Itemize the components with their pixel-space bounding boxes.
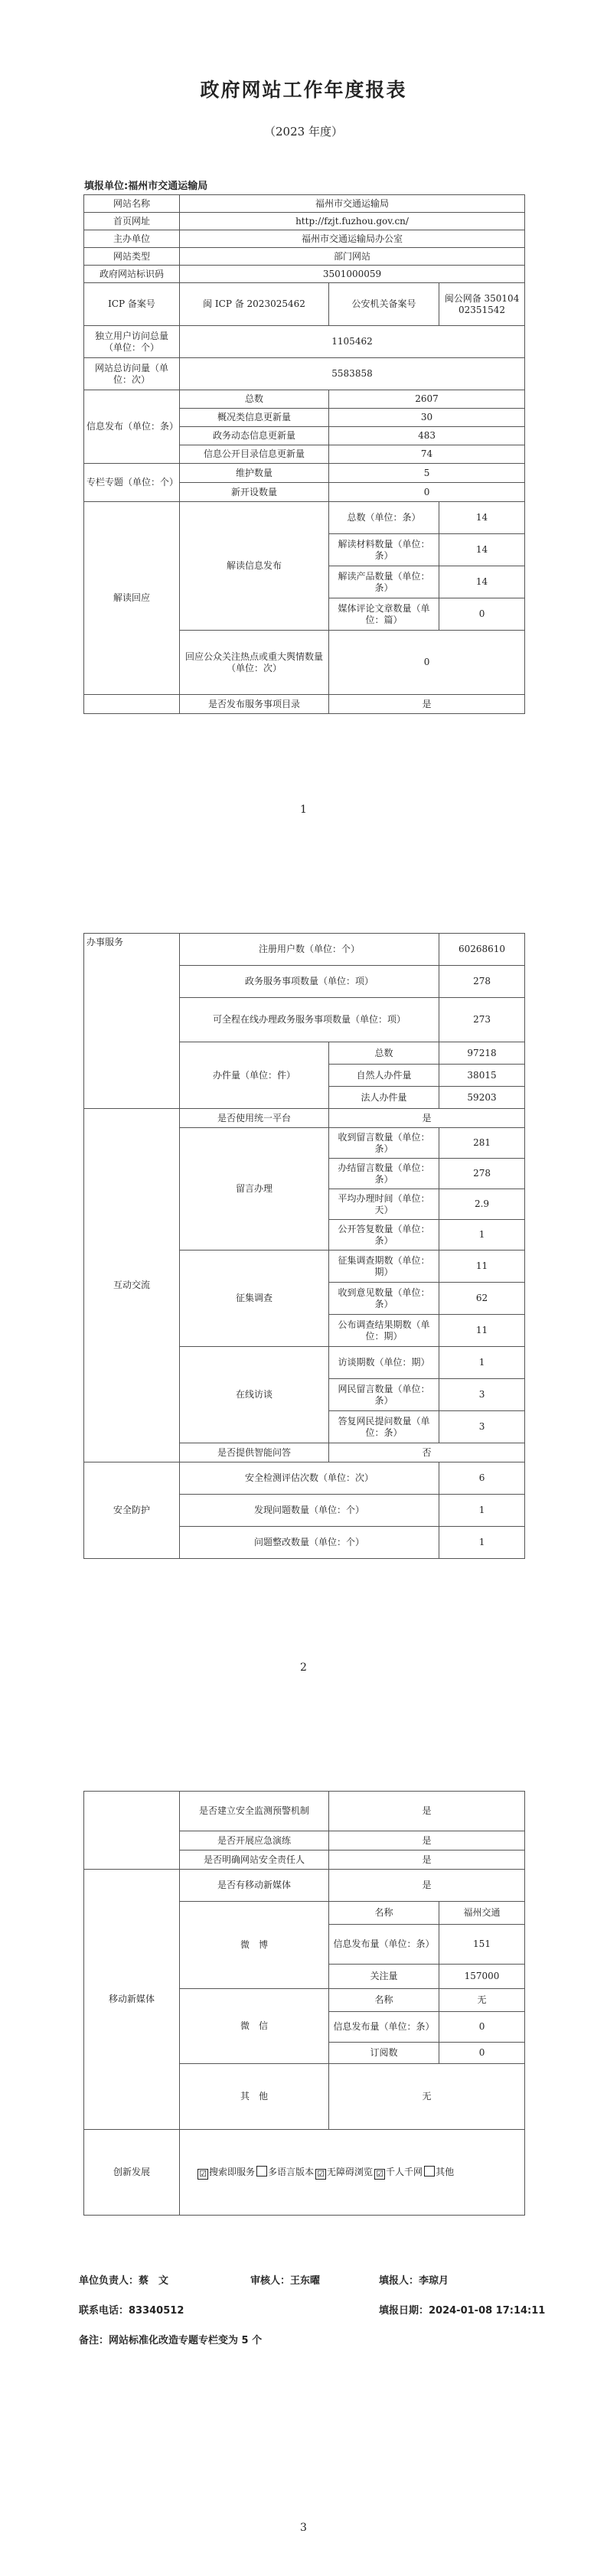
talk-q-label: 网民留言数量（单位：条）: [329, 1379, 439, 1411]
option-label: 千人千网: [386, 2166, 423, 2177]
report-table-1: [83, 194, 525, 714]
unit-head: 单位负责人：蔡 文: [79, 2275, 169, 2287]
wx-subs-label: 订阅数: [329, 2043, 439, 2064]
interp-total-value: 14: [439, 502, 525, 534]
pv-label: 网站总访问量（单位：次）: [84, 358, 180, 390]
interp-media-label: 媒体评论文章数量（单位：篇）: [329, 598, 439, 631]
reg-label: 注册用户数（单位：个）: [180, 934, 439, 966]
site-type-label: 网站类型: [84, 248, 180, 266]
wb-fans-label: 关注量: [329, 1965, 439, 1989]
checkbox-icon: ☑: [315, 2169, 326, 2180]
sec-eval-value: 6: [439, 1462, 525, 1495]
uv-value: 1105462: [180, 326, 525, 358]
drill-value: 是: [329, 1831, 525, 1850]
mobile-label: 移动新媒体: [84, 1870, 180, 2130]
wx-subs-value: 0: [439, 2043, 525, 2064]
info-overview-value: 30: [329, 409, 525, 427]
platform-value: 是: [329, 1109, 525, 1128]
talk-a-label: 答复网民提问数量（单位：条）: [329, 1411, 439, 1443]
table-row: [84, 248, 525, 266]
other-value: 无: [329, 2064, 525, 2130]
remark: 备注：网站标准化改造专题专栏变为 5 个: [79, 2335, 263, 2346]
icp-value: 闽 ICP 备 2023025462: [180, 283, 329, 326]
info-gov-label: 政务动态信息更新量: [180, 427, 329, 445]
svc-list-value: 是: [329, 695, 525, 714]
items-label: 政务服务事项数量（单位：项）: [180, 966, 439, 998]
reg-value: 60268610: [439, 934, 525, 966]
info-open-value: 74: [329, 445, 525, 464]
table-row: [84, 266, 525, 283]
survey-label: 征集调查: [180, 1251, 329, 1347]
svc-list-label: 是否发布服务事项目录: [180, 695, 329, 714]
items-value: 278: [439, 966, 525, 998]
table-row: [84, 326, 525, 358]
contact-phone: 联系电话：83340512: [79, 2305, 184, 2317]
survey-res-value: 11: [439, 1315, 525, 1347]
site-type-value: 部门网站: [180, 248, 525, 266]
psb-label: 公安机关备案号: [329, 283, 439, 326]
msg-done-value: 278: [439, 1159, 525, 1189]
msg-pub-value: 1: [439, 1220, 525, 1251]
talk-n-value: 1: [439, 1347, 525, 1379]
home-url-label: 首页网址: [84, 213, 180, 230]
interp-total-label: 总数（单位：条）: [329, 502, 439, 534]
option-3[interactable]: [374, 2167, 423, 2180]
page-number-1: 1: [300, 804, 307, 816]
sponsor-label: 主办单位: [84, 230, 180, 248]
wb-name-label: 名称: [329, 1902, 439, 1925]
interp-media-value: 0: [439, 598, 525, 631]
fill-date: 填报日期：2024-01-08 17:14:11: [379, 2305, 546, 2317]
report-table-2: [83, 933, 525, 1559]
option-2[interactable]: [315, 2167, 373, 2180]
inter-label: 互动交流: [84, 1109, 180, 1462]
hot-value: 0: [329, 631, 525, 695]
filler: 填报人：李琼月: [379, 2275, 449, 2287]
sec-label: 安全防护: [84, 1462, 180, 1559]
wb-name-value: 福州交通: [439, 1902, 525, 1925]
topic-maint-value: 5: [329, 464, 525, 483]
wb-posts-value: 151: [439, 1925, 525, 1965]
table-row: [84, 230, 525, 248]
handle-person-value: 38015: [439, 1065, 525, 1087]
page-number-2: 2: [300, 1661, 307, 1674]
online-value: 273: [439, 998, 525, 1042]
option-label: 其他: [436, 2166, 455, 2177]
survey-opin-value: 62: [439, 1283, 525, 1315]
msg-days-label: 平均办理时间（单位：天）: [329, 1189, 439, 1220]
table-row: [84, 1792, 525, 1831]
info-gov-value: 483: [329, 427, 525, 445]
handle-total-value: 97218: [439, 1042, 525, 1065]
handle-legal-label: 法人办件量: [329, 1087, 439, 1109]
msg-recv-value: 281: [439, 1128, 525, 1159]
survey-opin-label: 收到意见数量（单位：条）: [329, 1283, 439, 1315]
survey-n-value: 11: [439, 1251, 525, 1283]
topic-label: 专栏专题（单位：个）: [84, 464, 180, 502]
blank-cell: [84, 695, 180, 714]
option-label: 多语言版本: [268, 2166, 315, 2177]
icp-label: ICP 备案号: [84, 283, 180, 326]
site-name-value: 福州市交通运输局: [180, 195, 525, 213]
info-total-value: 2607: [329, 390, 525, 409]
psb-value: 闽公网备 35010402351542: [439, 283, 525, 326]
online-label: 可全程在线办理政务服务事项数量（单位：项）: [180, 998, 439, 1042]
smart-value: 否: [329, 1443, 525, 1462]
interp-mat-label: 解读材料数量（单位：条）: [329, 534, 439, 566]
wx-name-label: 名称: [329, 1989, 439, 2012]
option-4[interactable]: [424, 2166, 454, 2178]
wechat-label: 微 信: [180, 1989, 329, 2064]
sec-fix-value: 1: [439, 1527, 525, 1559]
talk-q-value: 3: [439, 1379, 525, 1411]
table-row: [84, 283, 525, 326]
resp-label: 解读回应: [84, 502, 180, 695]
table-row: [84, 1462, 525, 1495]
option-1[interactable]: [256, 2166, 314, 2178]
sec-bug-value: 1: [439, 1495, 525, 1527]
fill-unit: 填报单位:福州市交通运输局: [84, 181, 208, 192]
wx-name-value: 无: [439, 1989, 525, 2012]
page-number-3: 3: [300, 2522, 307, 2534]
interp-label: 解读信息发布: [180, 502, 329, 631]
smart-label: 是否提供智能问答: [180, 1443, 329, 1462]
table-row: [84, 1109, 525, 1128]
other-label: 其 他: [180, 2064, 329, 2130]
report-table-3: [83, 1791, 525, 2216]
table-row: [84, 195, 525, 213]
svc-label: 办事服务: [84, 934, 180, 1109]
blank-cell: [84, 1792, 180, 1870]
drill-label: 是否开展应急演练: [180, 1831, 329, 1850]
table-row: [84, 695, 525, 714]
checkbox-icon: ☑: [374, 2169, 385, 2180]
info-total-label: 总数: [180, 390, 329, 409]
topic-new-value: 0: [329, 483, 525, 502]
uv-label: 独立用户访问总量（单位：个）: [84, 326, 180, 358]
weibo-label: 微 博: [180, 1902, 329, 1989]
info-open-label: 信息公开目录信息更新量: [180, 445, 329, 464]
table-row: [84, 358, 525, 390]
sec-bug-label: 发现问题数量（单位：个）: [180, 1495, 439, 1527]
checkbox-icon: [256, 2166, 267, 2177]
option-label: 无障碍浏览: [327, 2166, 374, 2177]
survey-n-label: 征集调查期数（单位：期）: [329, 1251, 439, 1283]
handle-label: 办件量（单位：件）: [180, 1042, 329, 1109]
pv-value: 5583858: [180, 358, 525, 390]
table-row: [84, 1870, 525, 1902]
owner-value: 是: [329, 1850, 525, 1870]
info-overview-label: 概况类信息更新量: [180, 409, 329, 427]
topic-new-label: 新开设数量: [180, 483, 329, 502]
table-row: [84, 502, 525, 534]
innov-options: [180, 2130, 525, 2216]
table-row: [84, 390, 525, 409]
handle-total-label: 总数: [329, 1042, 439, 1065]
wx-posts-value: 0: [439, 2012, 525, 2043]
topic-maint-label: 维护数量: [180, 464, 329, 483]
msg-label: 留言办理: [180, 1128, 329, 1251]
table-row: [84, 464, 525, 483]
site-id-label: 政府网站标识码: [84, 266, 180, 283]
option-label: 搜索即服务: [209, 2166, 256, 2177]
owner-label: 是否明确网站安全责任人: [180, 1850, 329, 1870]
sec-fix-label: 问题整改数量（单位：个）: [180, 1527, 439, 1559]
platform-label: 是否使用统一平台: [180, 1109, 329, 1128]
has-mobile-value: 是: [329, 1870, 525, 1902]
wb-posts-label: 信息发布量（单位：条）: [329, 1925, 439, 1965]
info-label: 信息发布（单位：条）: [84, 390, 180, 464]
handle-legal-value: 59203: [439, 1087, 525, 1109]
table-row: [84, 934, 525, 966]
talk-a-value: 3: [439, 1411, 525, 1443]
hot-label: 回应公众关注热点或重大舆情数量（单位：次）: [180, 631, 329, 695]
mon-label: 是否建立安全监测预警机制: [180, 1792, 329, 1831]
table-row: [84, 213, 525, 230]
mon-value: 是: [329, 1792, 525, 1831]
talk-n-label: 访谈期数（单位：期）: [329, 1347, 439, 1379]
reviewer: 审核人：王东曜: [250, 2275, 321, 2287]
site-id-value: 3501000059: [180, 266, 525, 283]
wb-fans-value: 157000: [439, 1965, 525, 1989]
survey-res-label: 公布调查结果期数（单位：期）: [329, 1315, 439, 1347]
page-title: 政府网站工作年度报表: [200, 79, 407, 101]
interp-mat-value: 14: [439, 534, 525, 566]
option-0[interactable]: [197, 2167, 255, 2180]
home-url-value: http://fzjt.fuzhou.gov.cn/: [180, 213, 525, 230]
talk-label: 在线访谈: [180, 1347, 329, 1443]
report-year: （2023 年度）: [264, 125, 343, 139]
msg-days-value: 2.9: [439, 1189, 525, 1220]
table-row: [84, 2130, 525, 2216]
msg-recv-label: 收到留言数量（单位：条）: [329, 1128, 439, 1159]
has-mobile-label: 是否有移动新媒体: [180, 1870, 329, 1902]
checkbox-icon: ☑: [197, 2169, 208, 2180]
handle-person-label: 自然人办件量: [329, 1065, 439, 1087]
wx-posts-label: 信息发布量（单位：条）: [329, 2012, 439, 2043]
msg-pub-label: 公开答复数量（单位：条）: [329, 1220, 439, 1251]
interp-prod-value: 14: [439, 566, 525, 598]
interp-prod-label: 解读产品数量（单位：条）: [329, 566, 439, 598]
msg-done-label: 办结留言数量（单位：条）: [329, 1159, 439, 1189]
checkbox-icon: [424, 2166, 435, 2177]
sec-eval-label: 安全检测评估次数（单位：次）: [180, 1462, 439, 1495]
site-name-label: 网站名称: [84, 195, 180, 213]
sponsor-value: 福州市交通运输局办公室: [180, 230, 525, 248]
innov-label: 创新发展: [84, 2130, 180, 2216]
